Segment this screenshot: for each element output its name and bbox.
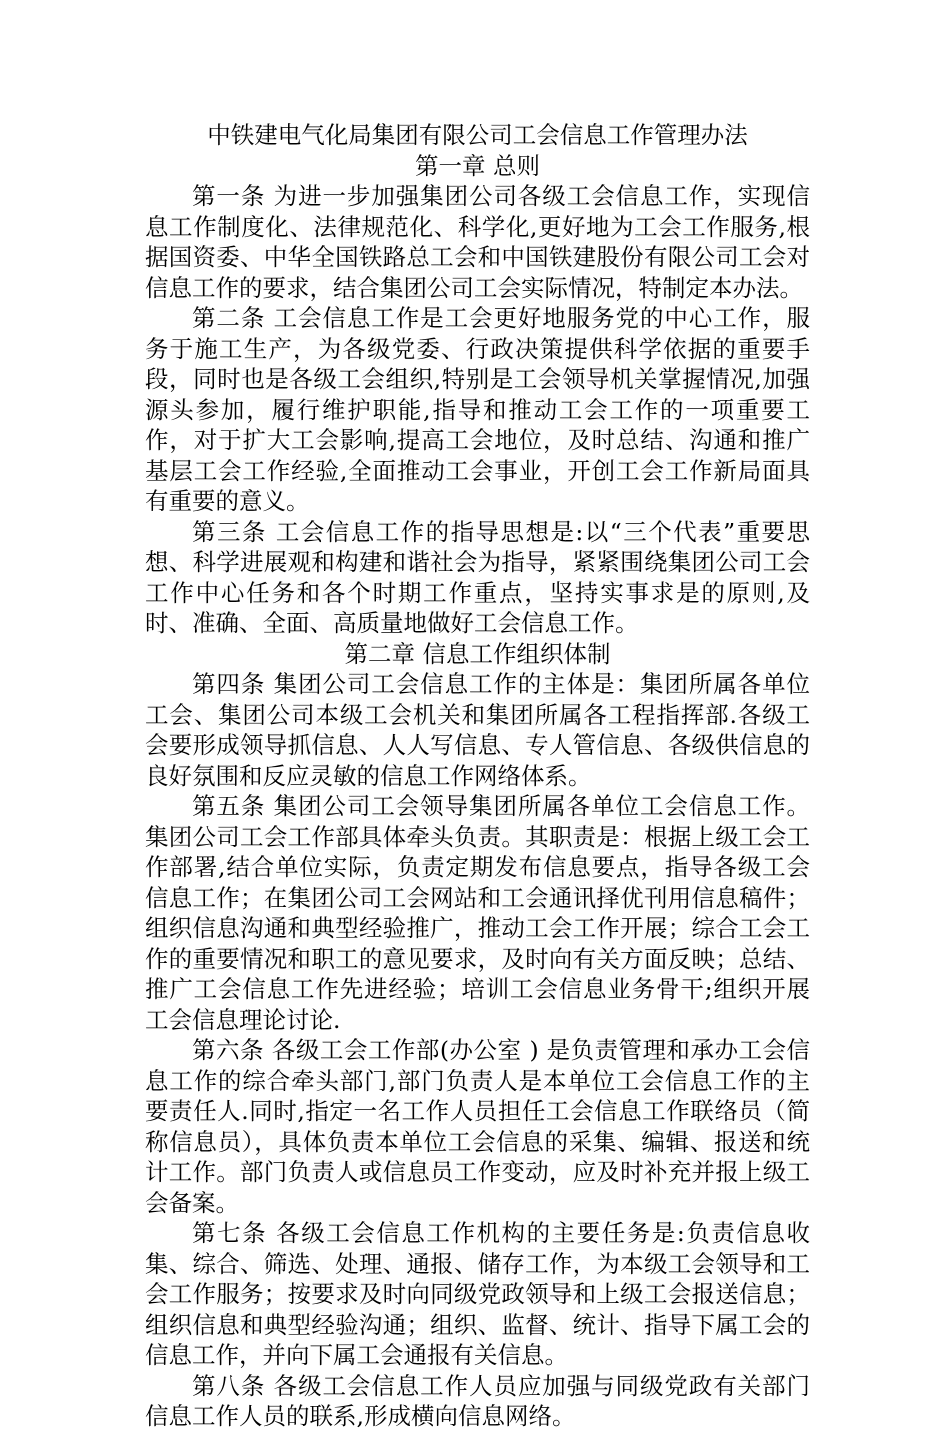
- article-2: 第二条 工会信息工作是工会更好地服务党的中心工作，服务于施工生产，为各级党委、行政决策提供科学依据的重要手段，同时也是各级工会组织,特别是工会领导机关掌握情况,加强源头参加，履行维护职能,指导和推动工会工作的一项重要工作，对于扩大工会影响,提高工会地位，及时总结、沟通和推广基层工会工作经验,全面推动工会事业，开创工会工作新局面具有重要的意义。: [145, 304, 810, 515]
- article-4: 第四条 集团公司工会信息工作的主体是：集团所属各单位工会、集团公司本级工会机关和集团所属各工程指挥部.各级工会要形成领导抓信息、人人写信息、专人管信息、各级供信息的良好氛围和反应灵敏的信息工作网络体系。: [145, 670, 810, 790]
- document-page: [145, 120, 810, 1432]
- article-6: 第六条 各级工会工作部(办公室 ) 是负责管理和承办工会信息工作的综合牵头部门,部门负责人是本单位工会信息工作的主要责任人.同时,指定一名工作人员担任工会信息工作联络员（简称信息员），具体负责本单位工会信息的采集、编辑、报送和统计工作。部门负责人或信息员工作变动，应及时补充并报上级工会备案。: [145, 1036, 810, 1217]
- article-5: 第五条 集团公司工会领导集团所属各单位工会信息工作。集团公司工会工作部具体牵头负责。其职责是：根据上级工会工作部署,结合单位实际，负责定期发布信息要点，指导各级工会信息工作；在集团公司工会网站和工会通讯择优刊用信息稿件；组织信息沟通和典型经验推广，推动工会工作开展；综合工会工作的重要情况和职工的意见要求，及时向有关方面反映；总结、推广工会信息工作先进经验；培训工会信息业务骨干;组织开展工会信息理论讨论.: [145, 792, 810, 1034]
- article-8: 第八条 各级工会信息工作人员应加强与同级党政有关部门信息工作人员的联系,形成横向信息网络。: [145, 1371, 810, 1430]
- chapter-1-heading: 第一章 总则: [415, 151, 540, 180]
- article-1: 第一条 为进一步加强集团公司各级工会信息工作，实现信息工作制度化、法律规范化、科学化,更好地为工会工作服务,根据国资委、中华全国铁路总工会和中国铁建股份有限公司工会对信息工作的要求，结合集团公司工会实际情况，特制定本办法。: [145, 182, 810, 302]
- article-3: 第三条 工会信息工作的指导思想是:以“三个代表”重要思想、科学进展观和构建和谐社会为指导，紧紧围绕集团公司工会工作中心任务和各个时期工作重点，坚持实事求是的原则,及时、准确、全面、高质量地做好工会信息工作。: [145, 517, 810, 637]
- chapter-2-heading: 第二章 信息工作组织体制: [344, 639, 611, 668]
- article-7: 第七条 各级工会信息工作机构的主要任务是:负责信息收集、综合、筛选、处理、通报、储存工作，为本级工会领导和工会工作服务；按要求及时向同级党政领导和上级工会报送信息；组织信息和典型经验沟通；组织、监督、统计、指导下属工会的信息工作，并向下属工会通报有关信息。: [145, 1219, 810, 1369]
- document-title: 中铁建电气化局集团有限公司工会信息工作管理办法: [207, 121, 748, 149]
